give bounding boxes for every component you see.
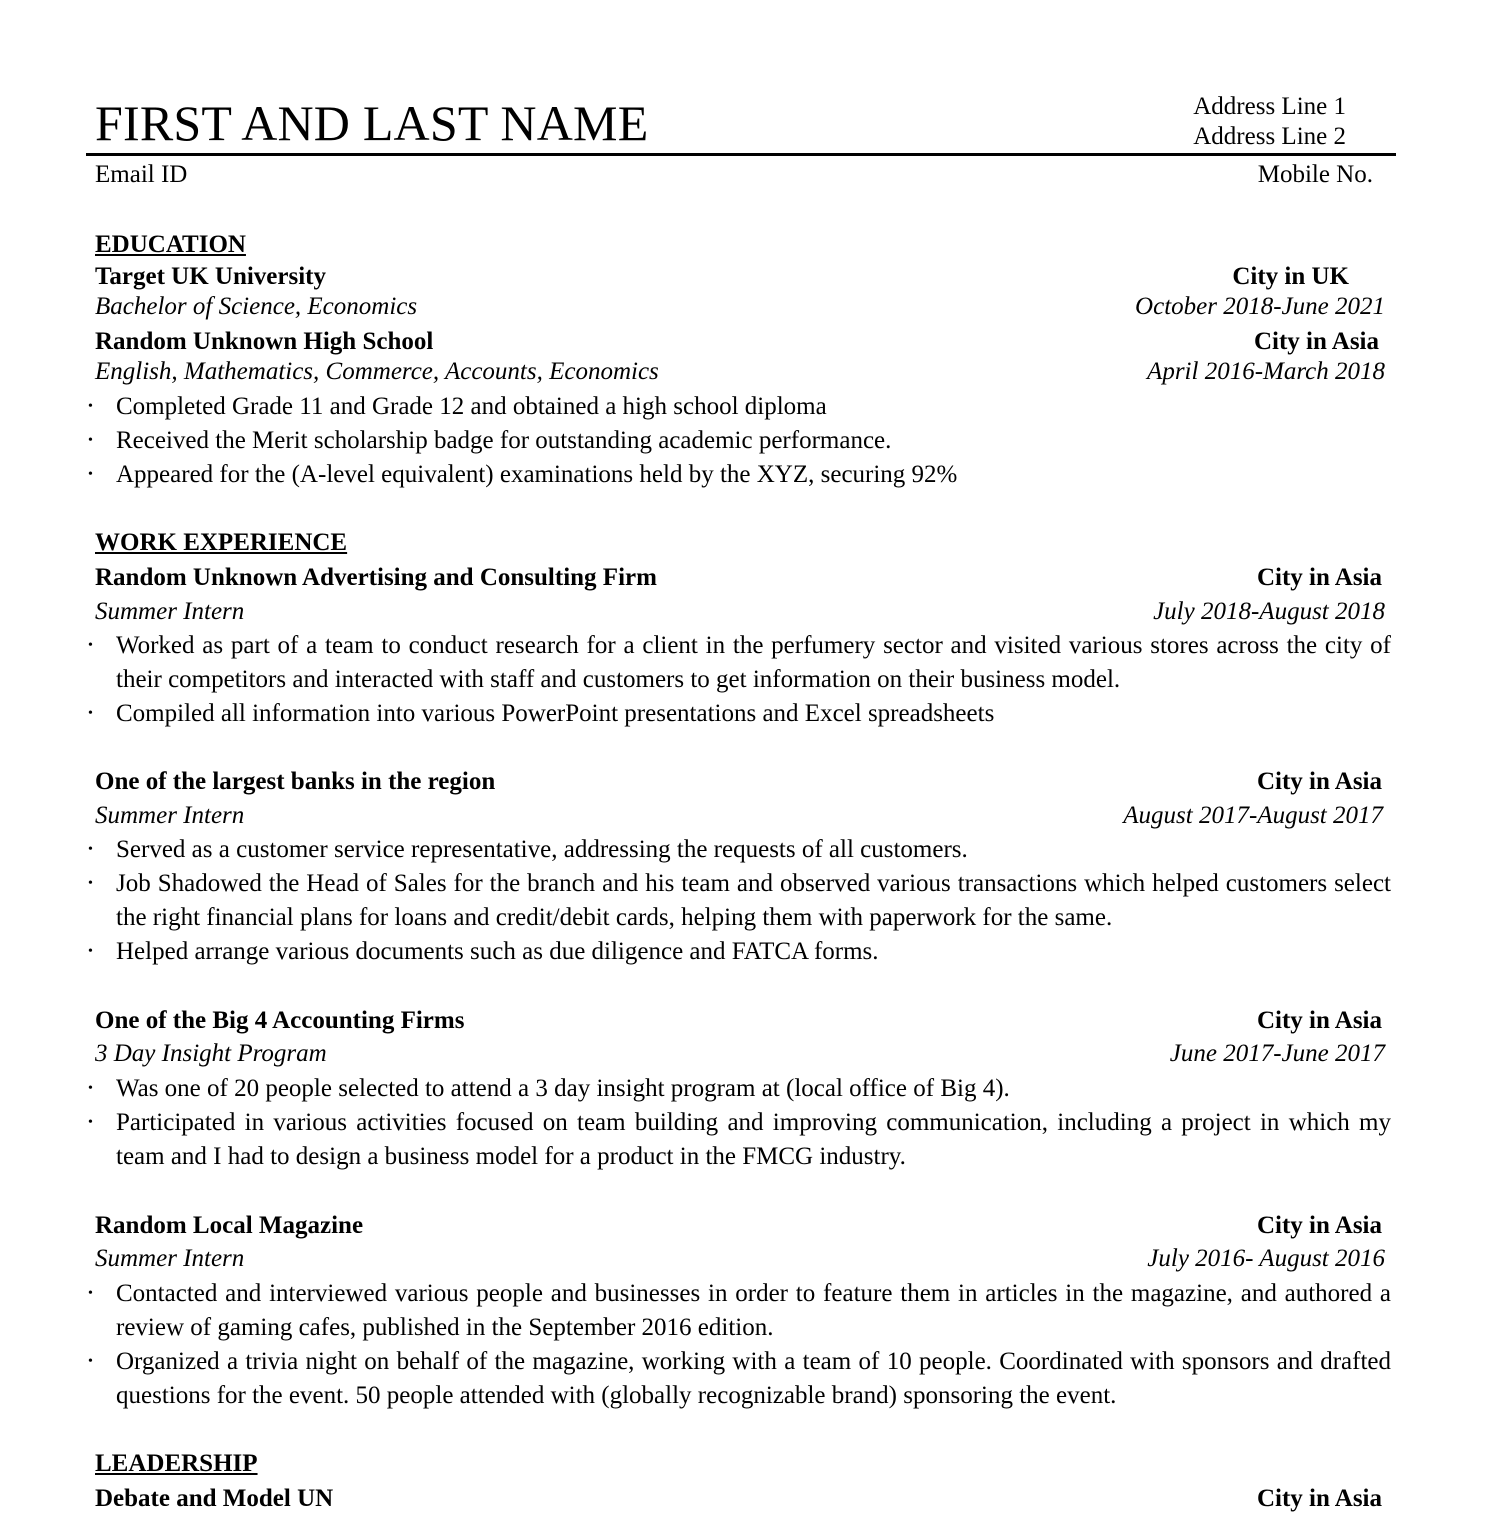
job-dates: July 2018-August 2018 (1153, 598, 1385, 625)
email-id[interactable]: Email ID (95, 161, 188, 188)
header-divider (86, 153, 1396, 156)
list-item (88, 833, 1391, 867)
bullet-text: Compiled all information into various PowerPoint presentations and Excel spreadsheets (116, 700, 995, 727)
job-role: Summer Intern (95, 598, 245, 625)
job-org: Random Local Magazine (95, 1212, 364, 1239)
job-city: City in Asia (1256, 1007, 1382, 1034)
bullet-text: Worked as part of a team to conduct research for a client in the perfumery sector and visited various stores across the city of their competitors and interacted with staff and customers to get information on their business model. (116, 632, 1391, 693)
job-role: Summer Intern (95, 802, 245, 829)
bullet-text: Was one of 20 people selected to attend a 3 day insight program at (local office of Big 4). (116, 1075, 1010, 1102)
job-city: City in Asia (1256, 768, 1382, 795)
list-item (88, 935, 1391, 969)
job-org: One of the largest banks in the region (95, 768, 496, 795)
education-org: Target UK University (95, 263, 326, 290)
list-item (88, 867, 1391, 935)
job-city: City in Asia (1256, 1212, 1382, 1239)
job-org: Random Unknown Advertising and Consulting Firm (95, 564, 657, 591)
section-heading-education: EDUCATION (95, 231, 246, 258)
job-dates: June 2017-June 2017 (1169, 1040, 1385, 1067)
bullet-icon: • (88, 467, 93, 482)
address-line-2: Address Line 2 (1193, 123, 1346, 150)
education-org: Random Unknown High School (95, 328, 434, 355)
bullet-icon: • (88, 1081, 93, 1096)
bullet-icon: • (88, 842, 93, 857)
bullet-icon: • (88, 399, 93, 414)
education-degree: Bachelor of Science, Economics (95, 293, 418, 320)
bullet-icon: • (88, 1286, 93, 1301)
education-subjects: English, Mathematics, Commerce, Accounts, Economics (95, 358, 659, 385)
bullet-icon: • (88, 706, 93, 721)
education-city: City in UK (1232, 263, 1349, 290)
list-item (88, 697, 1391, 731)
bullet-text: Job Shadowed the Head of Sales for the branch and his team and observed various transactions which helped customers select the right financial plans for loans and credit/debit cards, helping them with paperwork for the same. (116, 870, 1391, 931)
list-item (88, 390, 1391, 424)
list-item (88, 1345, 1391, 1413)
education-city: City in Asia (1253, 328, 1379, 355)
section-heading-leadership: LEADERSHIP (95, 1450, 258, 1477)
bullet-text: Appeared for the (A-level equivalent) examinations held by the XYZ, securing 92% (116, 461, 958, 488)
list-item (88, 629, 1391, 697)
bullet-text: Served as a customer service representative, addressing the requests of all customers. (116, 836, 968, 863)
job-dates: July 2016- August 2016 (1147, 1245, 1385, 1272)
bullet-icon: • (88, 944, 93, 959)
bullet-text: Contacted and interviewed various people and businesses in order to feature them in articles in the magazine, and authored a review of gaming cafes, published in the September 2016 edition. (116, 1280, 1391, 1341)
job-role: Summer Intern (95, 1245, 245, 1272)
education-dates: October 2018-June 2021 (1135, 293, 1385, 320)
list-item (88, 1072, 1391, 1106)
bullet-text: Organized a trivia night on behalf of the magazine, working with a team of 10 people. Coordinated with sponsors and drafted questions for the event. 50 people attended with (globally recognizable brand) sponsoring the event. (116, 1348, 1391, 1409)
bullet-icon: • (88, 638, 93, 653)
job-city: City in Asia (1256, 564, 1382, 591)
section-heading-work-experience: WORK EXPERIENCE (95, 529, 348, 556)
bullet-icon: • (88, 433, 93, 448)
bullet-icon: • (88, 876, 93, 891)
leadership-city: City in Asia (1256, 1485, 1382, 1512)
bullet-text: Completed Grade 11 and Grade 12 and obtained a high school diploma (116, 393, 827, 420)
list-item (88, 424, 1391, 458)
bullet-icon: • (88, 1354, 93, 1369)
bullet-text: Received the Merit scholarship badge for outstanding academic performance. (116, 427, 892, 454)
list-item (88, 1277, 1391, 1345)
list-item (88, 458, 1391, 492)
candidate-name: FIRST AND LAST NAME (95, 95, 649, 151)
job-org: One of the Big 4 Accounting Firms (95, 1007, 465, 1034)
bullet-text: Participated in various activities focused on team building and improving communication, including a project in which my team and I had to design a business model for a product in the FMCG industry. (116, 1109, 1391, 1170)
job-dates: August 2017-August 2017 (1123, 802, 1383, 829)
list-item (88, 1106, 1391, 1174)
mobile-number: Mobile No. (1257, 161, 1373, 188)
bullet-icon: • (88, 1115, 93, 1130)
address-line-1: Address Line 1 (1193, 93, 1346, 120)
job-role: 3 Day Insight Program (95, 1040, 327, 1067)
leadership-org: Debate and Model UN (95, 1485, 334, 1512)
education-dates: April 2016-March 2018 (1147, 358, 1385, 385)
bullet-text: Helped arrange various documents such as due diligence and FATCA forms. (116, 938, 879, 965)
